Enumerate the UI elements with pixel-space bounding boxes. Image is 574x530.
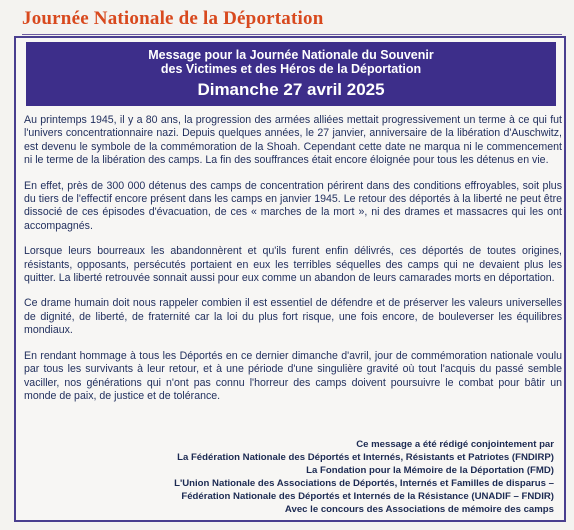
message-banner [26,42,556,106]
credits-block [134,438,554,516]
banner-message-line-2: des Victimes et des Héros de la Déportation [160,62,422,76]
message-body [24,114,562,415]
paragraph-3: Lorsque leurs bourreaux les abandonnèrent et qu'ils furent enfin délivrés, ces déportés de toutes origines, résistants, opposants, persécutés portaient en eux les terribles séquelles des camps qui ne devaient plus les quitter. La liberté retrouvée sonnait aussi pour eux comme un abandon de leurs camarades morts en déportation. [24,245,562,285]
page-title: Journée Nationale de la Déportation [22,8,562,35]
banner-date: Dimanche 27 avril 2025 [197,80,385,99]
credit-fndirp: La Fédération Nationale des Déportés et Internés, Résistants et Patriotes (FNDIRP) [177,452,554,463]
credit-fmd: La Fondation pour la Mémoire de la Déportation (FMD) [306,465,554,476]
credit-unadif-line-1: L'Union Nationale des Associations de Déportés, Internés et Familles de disparus – [174,478,554,489]
credit-associations: Avec le concours des Associations de mémoire des camps [284,504,554,515]
credit-unadif-line-2: Fédération Nationale des Déportés et Internés de la Résistance (UNADIF – FNDIR) [181,491,554,502]
paragraph-1: Au printemps 1945, il y a 80 ans, la progression des armées alliées mettait progressivement un terme à ce qui fut l'univers concentrationnaire nazi. Depuis quelques années, le 27 janvier, anniversaire de la libération d'Auschwitz, est devenu le symbole de la commémoration de la Shoah. Cependant cette date ne marqua ni le commencement ni le terme de la libération des camps. La fin des souffrances était encore éloignée pour tous les détenus en vie. [24,114,562,167]
credits-intro: Ce message a été rédigé conjointement par [356,439,554,450]
paragraph-5: En rendant hommage à tous les Déportés en ce dernier dimanche d'avril, jour de commémoration nationale voulu par tous les survivants à leur retour, et à une période d'une singulière gravité où tout l'acquis du passé semble vaciller, nos générations qui n'ont pas connu l'horreur des camps doivent poursuivre le combat pour bâtir un monde de paix, de justice et de tolérance. [24,349,562,402]
banner-message-line-1: Message pour la Journée Nationale du Souvenir [148,48,434,62]
message-frame [14,36,566,522]
paragraph-4: Ce drame humain doit nous rappeler combien il est essentiel de défendre et de préserver les valeurs universelles de dignité, de liberté, de fraternité car la loi du plus fort risque, une fois encore, de bouleverser les équilibres mondiaux. [24,297,562,337]
paragraph-2: En effet, près de 300 000 détenus des camps de concentration périrent dans des conditions effroyables, soit plus du tiers de l'effectif encore présent dans les camps en janvier 1945. Le retour des déportés à la liberté ne peut être dissocié de ces épisodes d'évacuation, de ces « marches de la mort », ni des drames et massacres qui les ont accompagnés. [24,179,562,232]
